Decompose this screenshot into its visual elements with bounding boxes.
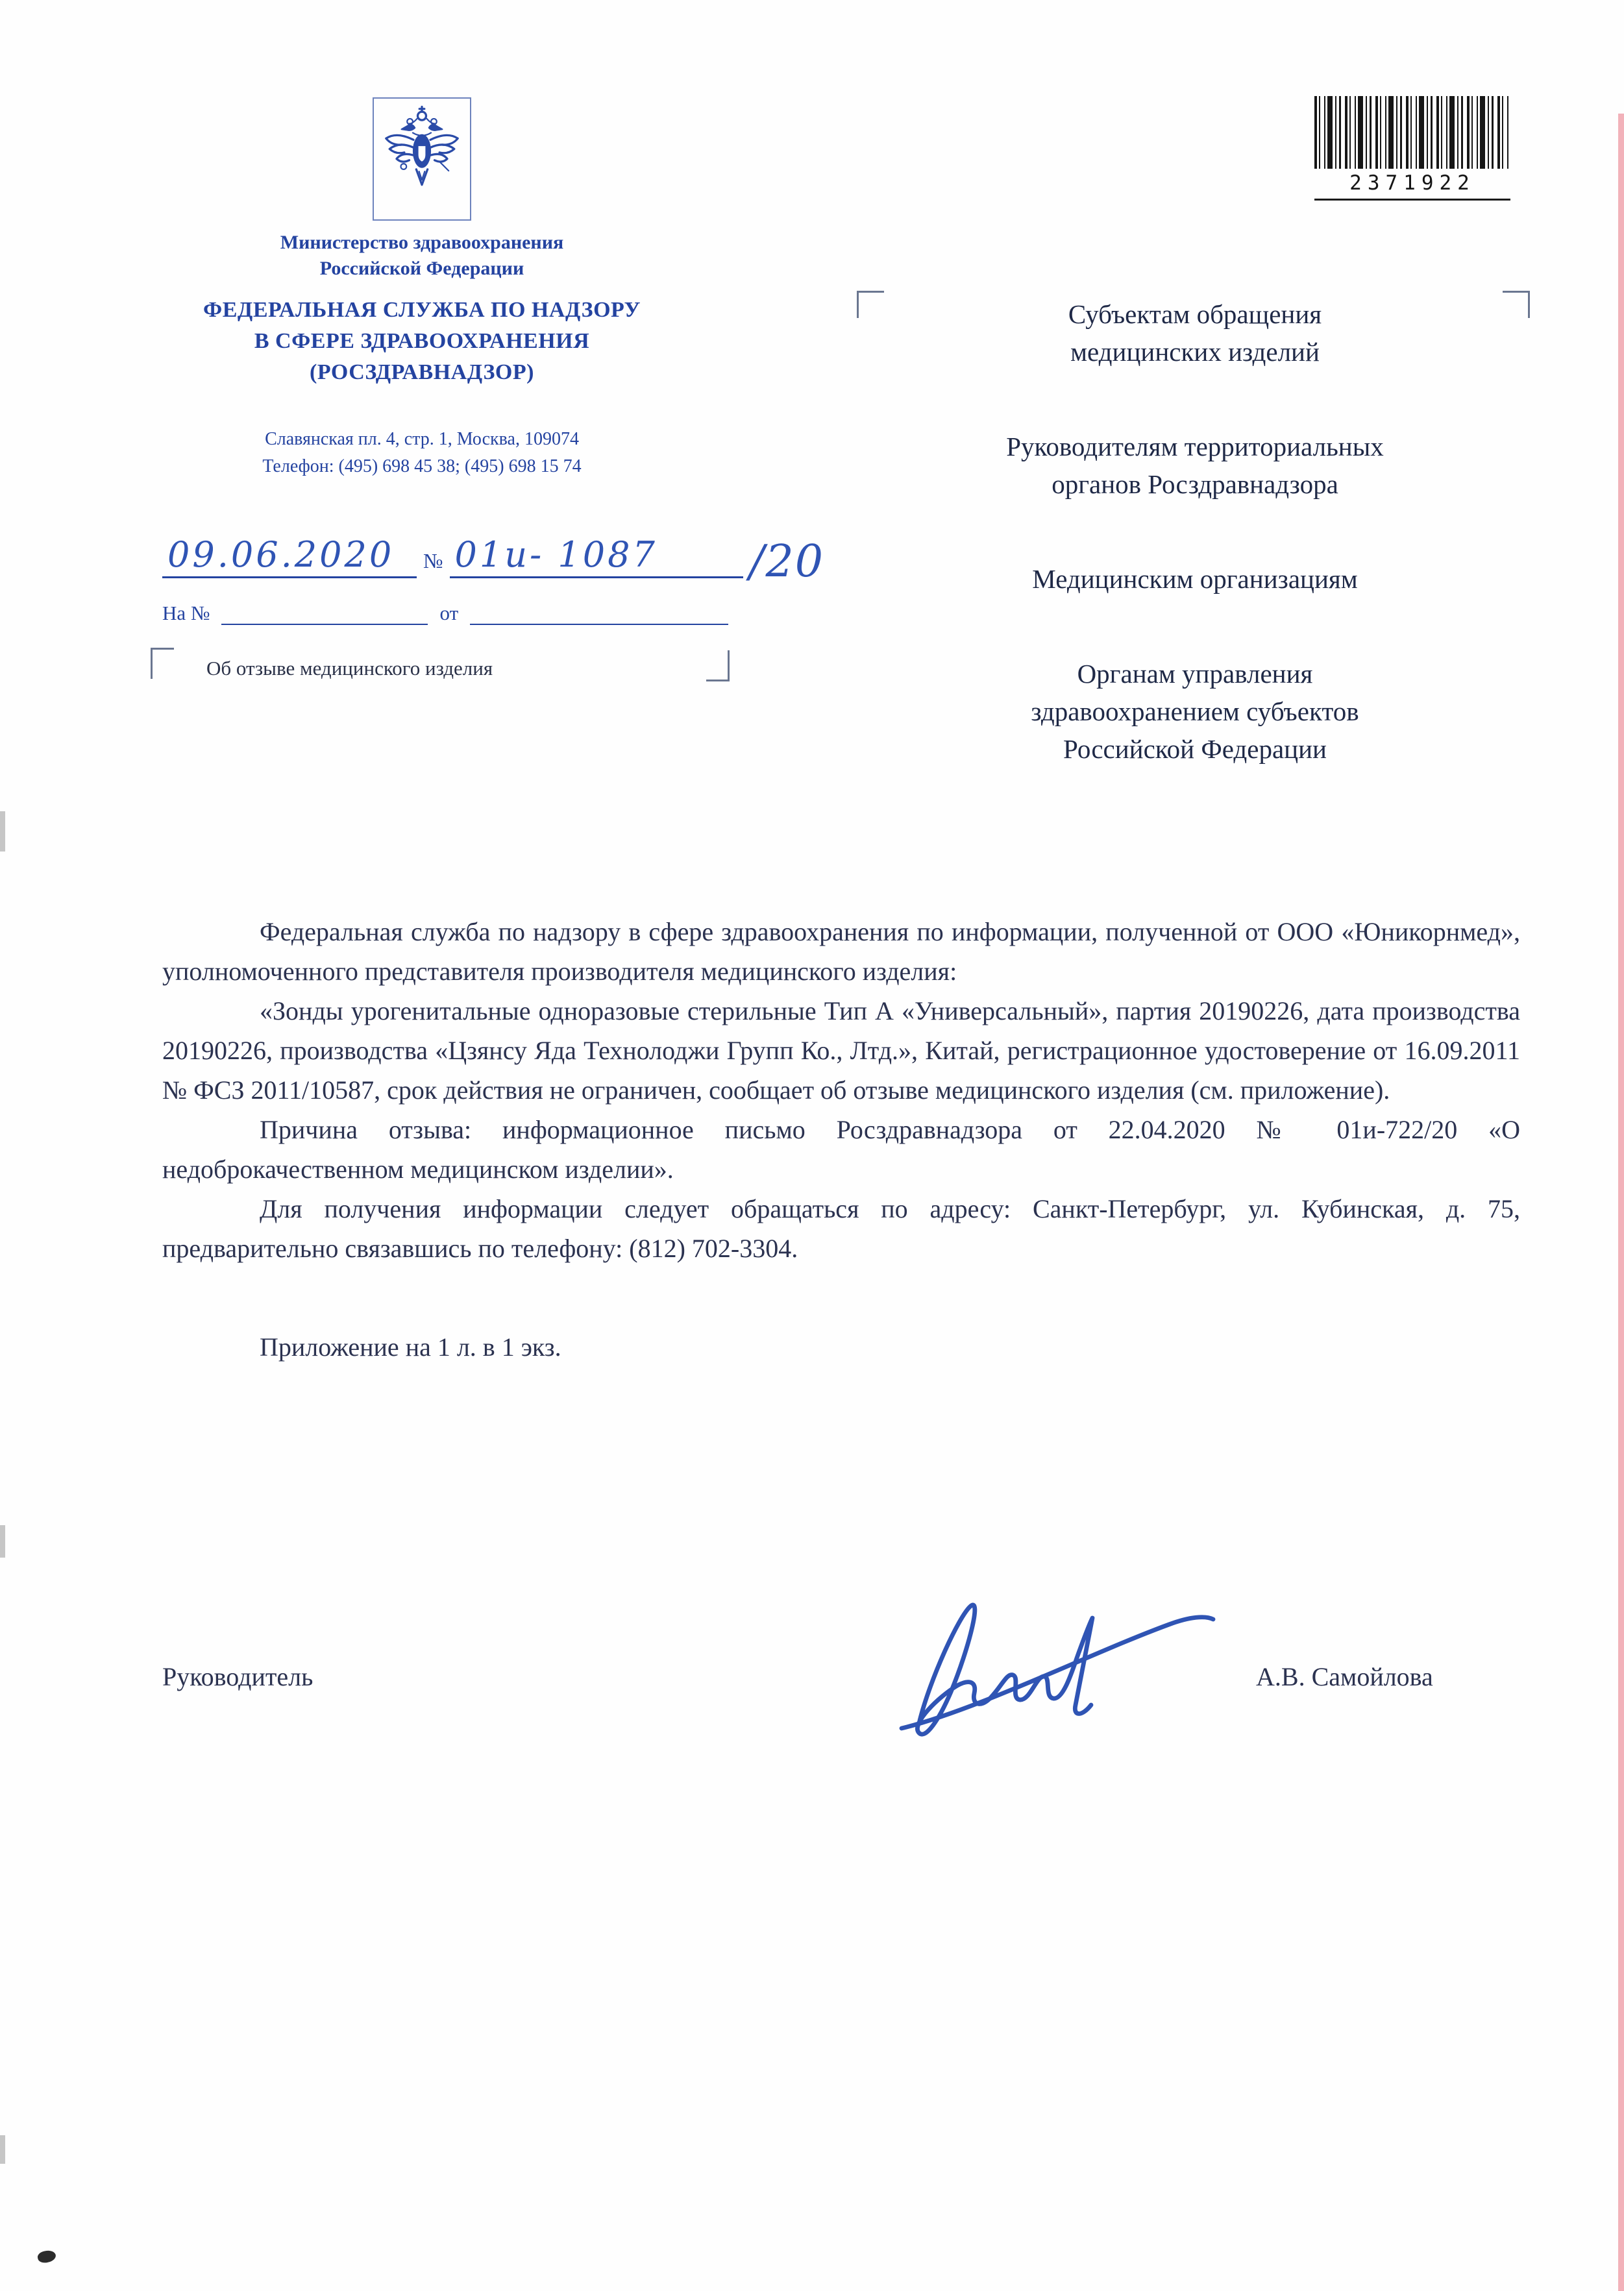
subject-corner-mark-right	[706, 650, 730, 681]
signature-icon	[873, 1567, 1236, 1762]
service-name-line-3: (РОСЗДРАВНАДЗОР)	[310, 360, 534, 384]
recipient-line: Руководителям территориальных	[1006, 432, 1384, 461]
recipient-line: органов Росздравнадзора	[1052, 469, 1338, 499]
number-sign-label: №	[423, 549, 443, 572]
service-name-line-1: ФЕДЕРАЛЬНАЯ СЛУЖБА ПО НАДЗОРУ	[203, 298, 641, 322]
signer-name: А.В. Самойлова	[1256, 1662, 1433, 1691]
ministry-name-line-2: Российской Федерации	[319, 258, 524, 279]
scan-edge-artifact	[0, 2135, 5, 2164]
signer-role: Руководитель	[162, 1662, 314, 1691]
phone-line: Телефон: (495) 698 45 38; (495) 698 15 74	[262, 456, 582, 476]
barcode-number: 2371922	[1314, 169, 1510, 201]
recipient-line: Субъектам обращения	[1068, 299, 1322, 329]
attachment-line: Приложение на 1 л. в 1 экз.	[260, 1332, 561, 1362]
ref-label-ot: от	[439, 602, 459, 624]
scan-edge-artifact	[0, 1525, 5, 1558]
recipient-item	[922, 560, 1468, 598]
body-paragraph: Федеральная служба по надзору в сфере здравоохранения по информации, полученной от ООО «Юникорнмед», уполномоченного представителя производителя медицинского изделия:	[162, 917, 1520, 986]
letter-body	[162, 912, 1520, 1362]
outgoing-number-line	[162, 516, 824, 587]
recipient-line: Органам управления	[1077, 659, 1313, 689]
recipients-list	[922, 295, 1468, 825]
recipient-item	[922, 428, 1468, 503]
barcode-block	[1314, 96, 1510, 201]
ministry-name-line-1: Министерство здравоохранения	[280, 232, 564, 253]
recipient-line: Российской Федерации	[1063, 734, 1327, 764]
body-paragraph: Для получения информации следует обращаться по адресу: Санкт-Петербург, ул. Кубинская, д. 75, предварительно связавшись по телефону: (812) 702-3304.	[162, 1194, 1520, 1263]
ref-label-na: На №	[162, 602, 210, 624]
letterhead	[133, 97, 711, 480]
subject-corner-mark-left	[151, 648, 174, 679]
recipient-line: медицинских изделий	[1070, 337, 1320, 367]
service-name-line-2: В СФЕРЕ ЗДРАВООХРАНЕНИЯ	[254, 329, 590, 353]
service-name	[133, 295, 711, 388]
scan-blot-artifact	[36, 2249, 56, 2264]
recipients-corner-mark-left	[857, 291, 884, 318]
scan-edge-artifact	[1618, 114, 1624, 2291]
handwritten-outgoing-number: 01и- 1087	[450, 534, 743, 578]
reference-line	[162, 600, 728, 625]
recipient-line: здравоохранением субъектов	[1031, 696, 1359, 726]
body-paragraph: Причина отзыва: информационное письмо Росздравнадзора от 22.04.2020 № 01и-722/20 «О недоброкачественном медицинском изделии».	[162, 1115, 1520, 1184]
ref-number-blank	[221, 600, 428, 625]
emblem-box	[373, 97, 471, 221]
contact-block	[133, 426, 711, 480]
coat-of-arms-icon	[380, 104, 464, 214]
handwritten-date: 09.06.2020	[162, 534, 417, 578]
recipient-item	[922, 655, 1468, 768]
barcode-icon	[1314, 96, 1510, 169]
body-paragraph: «Зонды урогенитальные одноразовые стерильные Тип А «Универсальный», партия 20190226, дата производства 20190226, производства «Цзянсу Яда Технолоджи Групп Ко., Лтд.», Китай, регистрационное удостоверение от 16.09.2011 № ФСЗ 2011/10587, срок действия не ограничен, сообщает об отзыве медицинского изделия (см. приложение).	[162, 996, 1520, 1105]
recipients-corner-mark-right	[1503, 291, 1530, 318]
handwritten-number-suffix: /20	[749, 536, 824, 587]
recipient-item	[922, 295, 1468, 371]
ref-date-blank	[470, 600, 728, 625]
address-line: Славянская пл. 4, стр. 1, Москва, 109074	[265, 429, 579, 449]
subject-line: Об отзыве медицинского изделия	[206, 657, 493, 680]
recipient-line: Медицинским организациям	[1032, 564, 1358, 594]
scan-edge-artifact	[0, 811, 5, 851]
